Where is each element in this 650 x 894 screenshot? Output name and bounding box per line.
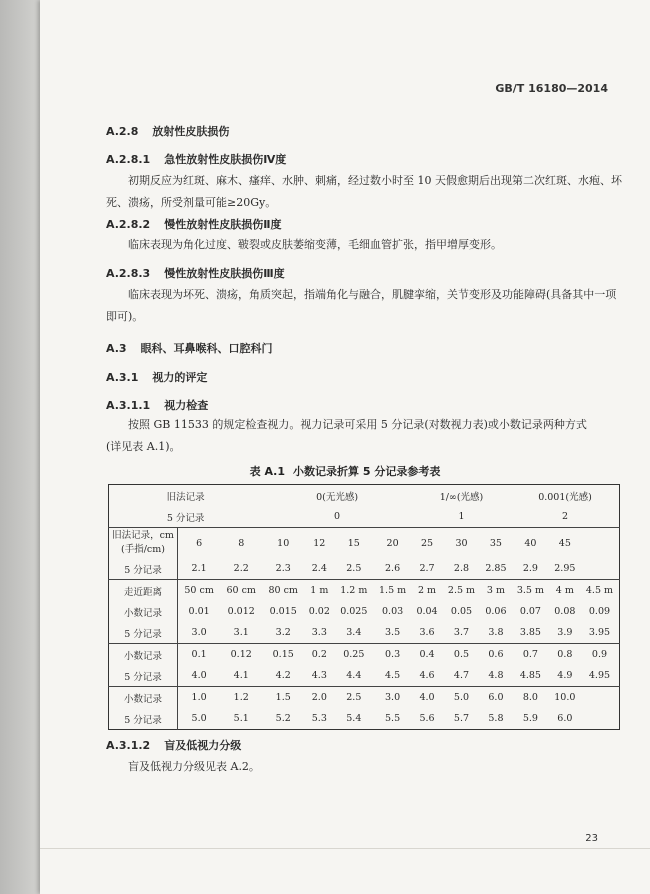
heading-title: 视力检查 [164, 399, 209, 412]
paragraph-line: 死、溃疡，所受剂量可能≥20Gy。 [106, 196, 277, 209]
table-cell: 3.1 [233, 627, 249, 638]
table-cell: 0.1 [178, 644, 221, 666]
table-row [109, 622, 620, 644]
table-cell: 3.3 [311, 627, 327, 638]
table-row [109, 506, 620, 528]
table-cell: 2.1 [191, 563, 207, 574]
heading-number: A.3.1.1 [106, 399, 151, 412]
heading-number: A.2.8 [106, 125, 139, 138]
table-cell: 0.3 [373, 644, 412, 666]
table-row-label: 小数记录 [109, 644, 178, 666]
table-cell: 0.001(光感) [538, 491, 592, 503]
table-cell: 0.015 [269, 606, 297, 617]
heading-a28 [106, 123, 229, 139]
table-cell: 2.7 [419, 563, 435, 574]
table-cell: 3.4 [346, 627, 362, 638]
heading-title: 急性放射性皮肤损伤Ⅳ度 [164, 153, 287, 166]
table-cell: 4.5 [385, 670, 401, 681]
table-cell: 0.09 [588, 606, 611, 617]
paragraph-line: 即可)。 [106, 310, 144, 323]
heading-number: A.2.8.1 [106, 153, 151, 166]
standard-code: GB/T 16180—2014 [495, 82, 608, 95]
table-cell: 5.9 [522, 713, 538, 724]
table-cell: 45 [550, 528, 580, 559]
table-cell: 6.0 [481, 687, 511, 709]
table-cell [580, 528, 620, 559]
table-cell: 5.4 [346, 713, 362, 724]
table-cell: 2.5 m [442, 580, 481, 602]
table-row [109, 528, 620, 559]
table-cell: 5.0 [191, 713, 207, 724]
table-cell: 5.2 [275, 713, 291, 724]
table-row-label [109, 528, 178, 559]
table-cell: 2.4 [311, 563, 327, 574]
table-row [109, 644, 620, 666]
table-cell: 6.0 [557, 713, 573, 724]
table-cell: 40 [511, 528, 550, 559]
table-cell: 5.1 [233, 713, 249, 724]
table-row [109, 601, 620, 622]
table-cell: 0.8 [550, 644, 580, 666]
table-cell: 1 [458, 511, 465, 522]
table-cell: 0.02 [308, 606, 330, 617]
heading-a282 [106, 216, 281, 232]
table-row [109, 580, 620, 602]
table-cell: 4.4 [346, 670, 362, 681]
heading-number: A.3.1 [106, 371, 139, 384]
table-cell: 10.0 [550, 687, 580, 709]
table-cell: 4 m [550, 580, 580, 602]
document-page [40, 0, 650, 894]
heading-title: 慢性放射性皮肤损伤Ⅲ度 [164, 267, 285, 280]
table-cell: 4.7 [453, 670, 470, 681]
table-row [109, 708, 620, 730]
table-cell: 旧法记录 [166, 491, 205, 503]
table-cell: 4.95 [588, 670, 611, 681]
table-cell: 3.5 m [511, 580, 550, 602]
table-cell: 4.8 [488, 670, 504, 681]
table-cell: 3.95 [588, 627, 611, 638]
table-cell [580, 687, 620, 709]
table-cell: 35 [481, 528, 511, 559]
visual-acuity-table [108, 484, 620, 730]
table-cell: 0.04 [416, 606, 438, 617]
table-cell: 25 [412, 528, 442, 559]
table-cell: 3.2 [275, 627, 291, 638]
heading-title: 视力的评定 [152, 371, 208, 384]
table-cell: 5.0 [442, 687, 481, 709]
table-row-label: 小数记录 [109, 601, 178, 622]
table-cell: 0(无光感) [316, 491, 359, 503]
table-cell: 4.0 [412, 687, 442, 709]
paragraph-line: 临床表现为角化过度、皲裂或皮肤萎缩变薄，毛细血管扩张，指甲增厚变形。 [128, 238, 502, 251]
heading-a281 [106, 151, 286, 167]
table-cell: 3.5 [385, 627, 401, 638]
table-cell: 0.25 [334, 644, 373, 666]
label-line: (手指/cm) [121, 544, 165, 555]
table-caption-title: 小数记录折算 5 分记录参考表 [293, 465, 441, 478]
table-cell: 2.6 [385, 563, 401, 574]
table-cell: 0.012 [227, 606, 255, 617]
table-cell: 5 分记录 [166, 512, 205, 524]
heading-title: 放射性皮肤损伤 [152, 125, 230, 138]
table-row-label: 5 分记录 [109, 558, 178, 580]
table-row-label: 走近距离 [109, 580, 178, 602]
table-cell: 0.5 [442, 644, 481, 666]
table-cell: 4.0 [191, 670, 207, 681]
heading-a283 [106, 265, 285, 281]
table-cell: 4.2 [275, 670, 291, 681]
heading-a312 [106, 737, 241, 753]
table-cell: 80 cm [262, 580, 304, 602]
table-cell: 3 m [481, 580, 511, 602]
table-cell: 4.85 [519, 670, 541, 681]
table-cell: 3.85 [519, 627, 541, 638]
table-cell: 2.95 [554, 563, 576, 574]
paragraph-line: 按照 GB 11533 的规定检查视力。视力记录可采用 5 分记录(对数视力表)或小数记录两种方式 [128, 418, 587, 431]
table-cell: 6 [178, 528, 221, 559]
table-cell: 1.0 [178, 687, 221, 709]
heading-number: A.3 [106, 342, 127, 355]
table-cell: 0.4 [412, 644, 442, 666]
table-row [109, 485, 620, 507]
table-cell [580, 708, 620, 730]
table-cell: 2 m [412, 580, 442, 602]
table-cell: 2 [561, 511, 569, 522]
paragraph-line: 盲及低视力分级见表 A.2。 [128, 760, 260, 773]
heading-title: 盲及低视力分级 [164, 739, 242, 752]
table-cell: 12 [304, 528, 334, 559]
table-cell: 5.5 [385, 713, 401, 724]
table-row-label: 5 分记录 [109, 665, 178, 687]
heading-a31 [106, 369, 207, 385]
table-cell: 4.6 [419, 670, 435, 681]
table-cell: 1.5 [262, 687, 304, 709]
table-cell: 8.0 [511, 687, 550, 709]
table-row-label: 5 分记录 [109, 622, 178, 644]
table-row-label: 小数记录 [109, 687, 178, 709]
table-cell: 0.6 [481, 644, 511, 666]
table-cell: 0.9 [580, 644, 620, 666]
table-cell: 30 [442, 528, 481, 559]
table-cell: 1.2 [220, 687, 262, 709]
table-cell [580, 558, 620, 580]
table-cell: 0.08 [554, 606, 576, 617]
table-cell: 5.6 [419, 713, 435, 724]
table-cell: 3.9 [557, 627, 573, 638]
scan-left-margin [0, 0, 40, 894]
table-caption-number: 表 A.1 [249, 465, 286, 478]
table-cell: 1.5 m [373, 580, 412, 602]
paragraph-line: 临床表现为坏死、溃疡，角质突起，指端角化与融合，肌腱挛缩，关节变形及功能障碍(具备其中一项 [128, 288, 617, 301]
heading-number: A.2.8.2 [106, 218, 151, 231]
table-cell: 0.03 [382, 606, 404, 617]
table-cell: 1 m [304, 580, 334, 602]
table-cell: 2.3 [275, 563, 291, 574]
table-cell: 2.8 [453, 563, 470, 574]
table-cell: 5.7 [453, 713, 470, 724]
heading-title: 眼科、耳鼻喉科、口腔科门 [140, 342, 273, 355]
table-cell: 3.8 [488, 627, 504, 638]
table-row [109, 687, 620, 709]
table-cell: 8 [220, 528, 262, 559]
table-cell: 0.7 [511, 644, 550, 666]
table-cell: 0.07 [519, 606, 541, 617]
table-row [109, 665, 620, 687]
footer-rule [40, 848, 650, 849]
table-cell: 3.0 [191, 627, 207, 638]
table-cell: 10 [262, 528, 304, 559]
table-cell: 0.01 [188, 606, 210, 617]
heading-a311 [106, 397, 208, 413]
table-cell: 0.06 [485, 606, 507, 617]
table-cell: 2.0 [304, 687, 334, 709]
table-caption [40, 463, 650, 479]
table-cell: 0.025 [340, 606, 368, 617]
table-cell: 50 cm [178, 580, 221, 602]
heading-a3 [106, 340, 273, 356]
table-row [109, 558, 620, 580]
table-cell: 5.8 [488, 713, 504, 724]
table-row-label: 5 分记录 [109, 708, 178, 730]
table-cell: 1/∞(光感) [439, 491, 484, 503]
table-cell: 3.6 [419, 627, 435, 638]
table-cell: 4.3 [311, 670, 327, 681]
table-cell: 2.9 [522, 563, 538, 574]
table-cell: 4.1 [233, 670, 249, 681]
table-cell: 2.5 [346, 563, 362, 574]
table-cell: 0.05 [450, 606, 473, 617]
table-cell: 5.3 [311, 713, 327, 724]
table-cell: 0 [334, 511, 341, 522]
table-cell: 2.85 [485, 563, 507, 574]
table-cell: 3.0 [373, 687, 412, 709]
table-cell: 0.15 [262, 644, 304, 666]
table-cell: 3.7 [453, 627, 470, 638]
heading-title: 慢性放射性皮肤损伤Ⅱ度 [164, 218, 282, 231]
table-cell: 1.2 m [334, 580, 373, 602]
label-line: 旧法记录，cm [112, 530, 174, 541]
table-cell: 20 [373, 528, 412, 559]
table-cell: 2.2 [233, 563, 249, 574]
page-number: 23 [585, 833, 598, 844]
table-cell: 4.5 m [580, 580, 620, 602]
table-cell: 4.9 [557, 670, 573, 681]
heading-number: A.3.1.2 [106, 739, 151, 752]
table-cell: 0.2 [304, 644, 334, 666]
table-cell: 0.12 [220, 644, 262, 666]
paragraph-line: (详见表 A.1)。 [106, 440, 181, 453]
table-cell: 60 cm [220, 580, 262, 602]
paragraph-line: 初期反应为红斑、麻木、瘙痒、水肿、刺痛，经过数小时至 10 天假愈期后出现第二次红斑、水疱、坏 [128, 174, 622, 187]
table-cell: 15 [334, 528, 373, 559]
table-cell: 2.5 [334, 687, 373, 709]
heading-number: A.2.8.3 [106, 267, 151, 280]
